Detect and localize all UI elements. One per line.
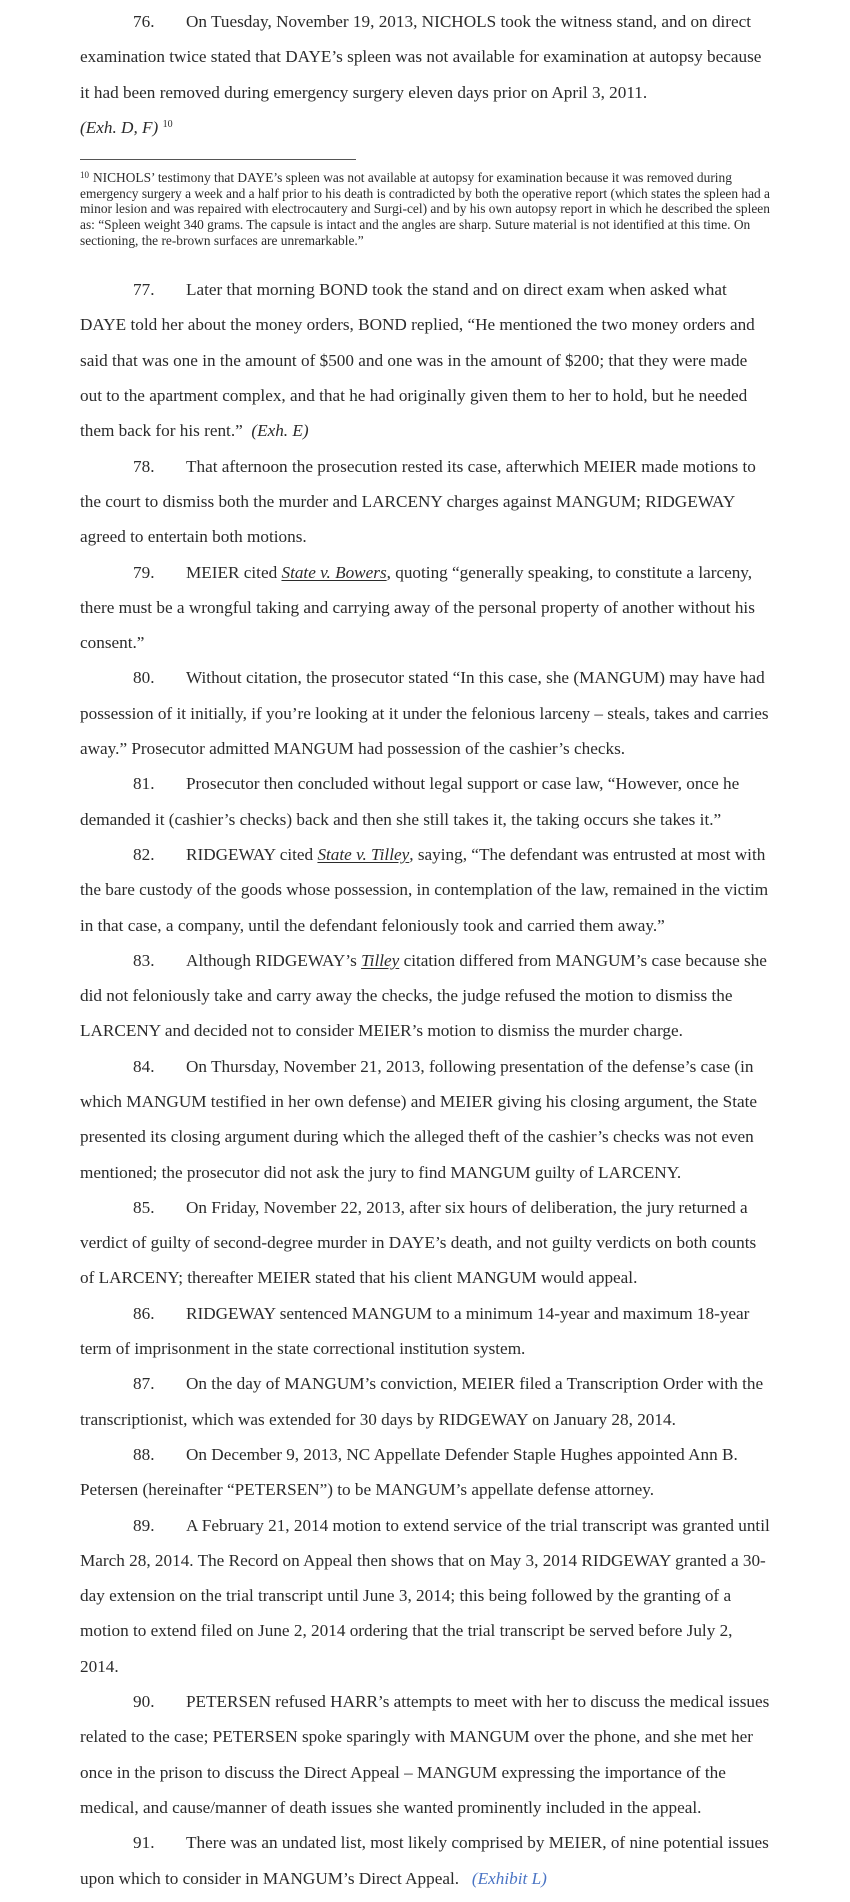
paragraph-text: RIDGEWAY sentenced MANGUM to a minimum 14-year and maximum 18-year term of imprisonment in the state correctional institution system. xyxy=(80,1303,750,1359)
paragraph-text: citation differed from MANGUM’s case because she did not feloniously take and carry away the checks, the judge refused the motion to dismiss the LARCENY and decided not to consider MEIER’s motion to dismiss the murder charge. xyxy=(80,950,767,1041)
paragraph-text: On Thursday, November 21, 2013, following presentation of the defense’s case (in which MANGUM testified in her own defense) and MEIER giving his closing argument, the State presented its closing argument during which the alleged theft of the cashier’s checks was not even mentioned; the prosecutor did not ask the jury to find MANGUM guilty of LARCENY. xyxy=(80,1056,758,1182)
paragraph-number: 86. xyxy=(133,1303,155,1323)
exhibit-l-link[interactable]: (Exhibit L) xyxy=(471,1868,547,1888)
paragraph-81 xyxy=(80,766,772,837)
footnote-separator xyxy=(80,159,356,160)
paragraph-87 xyxy=(80,1366,772,1437)
paragraph-text: On December 9, 2013, NC Appellate Defender Staple Hughes appointed Ann B. Petersen (hereinafter “PETERSEN”) to be MANGUM’s appellate defense attorney. xyxy=(80,1444,738,1500)
paragraph-text: MEIER cited xyxy=(186,562,282,582)
paragraph-85 xyxy=(80,1190,772,1296)
paragraph-text: Later that morning BOND took the stand and on direct exam when asked what DAYE told her about the money orders, BOND replied, “He mentioned the two money orders and said that was one in the amount of $500 and one was in the amount of $200; that they were made out to the apartment complex, and that he had originally given them to her to hold, but he needed them back for his rent.” xyxy=(80,280,755,441)
footnote-marker: 10 xyxy=(80,170,89,181)
paragraph-text: , quoting “generally speaking, to constitute a larceny, there must be a wrongful taking and carrying away of the personal property of another without his consent.” xyxy=(80,562,755,653)
paragraph-number: 78. xyxy=(133,456,155,476)
paragraph-number: 89. xyxy=(133,1515,155,1535)
paragraph-number: 85. xyxy=(133,1197,155,1217)
paragraph-80 xyxy=(80,660,772,766)
paragraph-text: PETERSEN refused HARR’s attempts to meet with her to discuss the medical issues related to the case; PETERSEN spoke sparingly with MANGUM over the phone, and she met her once in the prison to discuss the Direct Appeal – MANGUM expressing the importance of the medical, and cause/manner of death issues she wanted prominently included in the appeal. xyxy=(80,1692,770,1817)
case-citation-bowers: State v. Bowers xyxy=(281,562,387,582)
paragraph-78 xyxy=(80,449,772,555)
paragraph-77 xyxy=(80,272,772,448)
paragraph-text: On the day of MANGUM’s conviction, MEIER filed a Transcription Order with the transcriptionist, which was extended for 30 days by RIDGEWAY on January 28, 2014. xyxy=(80,1374,764,1429)
paragraph-84 xyxy=(80,1049,772,1190)
page-content xyxy=(80,4,772,1896)
exhibit-citation: (Exh. E) xyxy=(251,421,309,441)
case-citation-tilley-short: Tilley xyxy=(361,950,400,970)
paragraph-91 xyxy=(80,1825,772,1896)
paragraph-text: Prosecutor then concluded without legal support or case law, “However, once he demanded it (cashier’s checks) back and then she still takes it, the taking occurs she takes it.” xyxy=(80,774,740,829)
footnote-text: NICHOLS’ testimony that DAYE’s spleen was not available at autopsy for examination because it was removed during emergency surgery a week and a half prior to his death is contradicted by both the operative report (which states the spleen had a minor lesion and was repaired with electrocautery and Surgi-cel) and by his own autopsy report in which he described the spleen as: “Spleen weight 340 grams. The capsule is intact and the angles are sharp. Suture material is not identified at this time. On sectioning, the re-brown surfaces are unremarkable.” xyxy=(80,170,770,248)
paragraph-text: A February 21, 2014 motion to extend service of the trial transcript was granted until March 28, 2014. The Record on Appeal then shows that on May 3, 2014 RIDGEWAY granted a 30-day extension on the trial transcript until June 3, 2014; this being followed by the granting of a motion to extend filed on June 2, 2014 ordering that the trial transcript be served before July 2, 2014. xyxy=(80,1515,770,1676)
paragraph-number: 79. xyxy=(133,562,155,582)
paragraph-83 xyxy=(80,943,772,1049)
paragraph-82 xyxy=(80,837,772,943)
paragraph-text: Without citation, the prosecutor stated “In this case, she (MANGUM) may have had possession of it initially, if you’re looking at it under the felonious larceny – steals, takes and carries away.” Prosecutor admitted MANGUM had possession of the cashier’s checks. xyxy=(80,668,769,759)
paragraph-number: 80. xyxy=(133,668,155,688)
paragraph-number: 77. xyxy=(133,280,155,300)
paragraph-90 xyxy=(80,1684,772,1825)
paragraph-76 xyxy=(80,4,772,145)
paragraph-number: 82. xyxy=(133,844,155,864)
footnote-10 xyxy=(80,170,772,248)
paragraph-text: On Tuesday, November 19, 2013, NICHOLS took the witness stand, and on direct examination twice stated that DAYE’s spleen was not available for examination at autopsy because it had been removed during emergency surgery eleven days prior on April 3, 2011. xyxy=(80,12,762,102)
paragraph-text: That afternoon the prosecution rested its case, afterwhich MEIER made motions to the court to dismiss both the murder and LARCENY charges against MANGUM; RIDGEWAY agreed to entertain both motions. xyxy=(80,456,756,547)
paragraph-number: 76. xyxy=(133,12,155,31)
case-citation-tilley: State v. Tilley xyxy=(317,844,410,864)
footnote-reference[interactable]: 10 xyxy=(162,118,173,130)
paragraph-number: 87. xyxy=(133,1374,155,1394)
exhibit-citation: (Exh. D, F) xyxy=(80,117,159,137)
paragraph-number: 81. xyxy=(133,774,155,794)
paragraph-86 xyxy=(80,1296,772,1367)
paragraph-text: There was an undated list, most likely comprised by MEIER, of nine potential issues upon which to consider in MANGUM’s Direct Appeal. xyxy=(80,1833,769,1888)
paragraph-text: , saying, “The defendant was entrusted at most with the bare custody of the goods whose possession, in contemplation of the law, remained in the victim in that case, a company, until the defendant feloniously took and carried them away.” xyxy=(80,844,769,935)
paragraph-number: 88. xyxy=(133,1444,155,1464)
paragraph-79 xyxy=(80,555,772,661)
paragraph-text: On Friday, November 22, 2013, after six hours of deliberation, the jury returned a verdict of guilty of second-degree murder in DAYE’s death, and not guilty verdicts on both counts of LARCENY; thereafter MEIER stated that his client MANGUM would appeal. xyxy=(80,1197,757,1288)
paragraph-number: 91. xyxy=(133,1833,155,1853)
paragraph-text: Although RIDGEWAY’s xyxy=(186,950,362,970)
paragraph-number: 90. xyxy=(133,1692,155,1712)
paragraph-88 xyxy=(80,1437,772,1508)
paragraph-number: 83. xyxy=(133,950,155,970)
paragraph-89 xyxy=(80,1508,772,1684)
paragraph-text: RIDGEWAY cited xyxy=(186,844,318,864)
paragraph-number: 84. xyxy=(133,1056,155,1076)
